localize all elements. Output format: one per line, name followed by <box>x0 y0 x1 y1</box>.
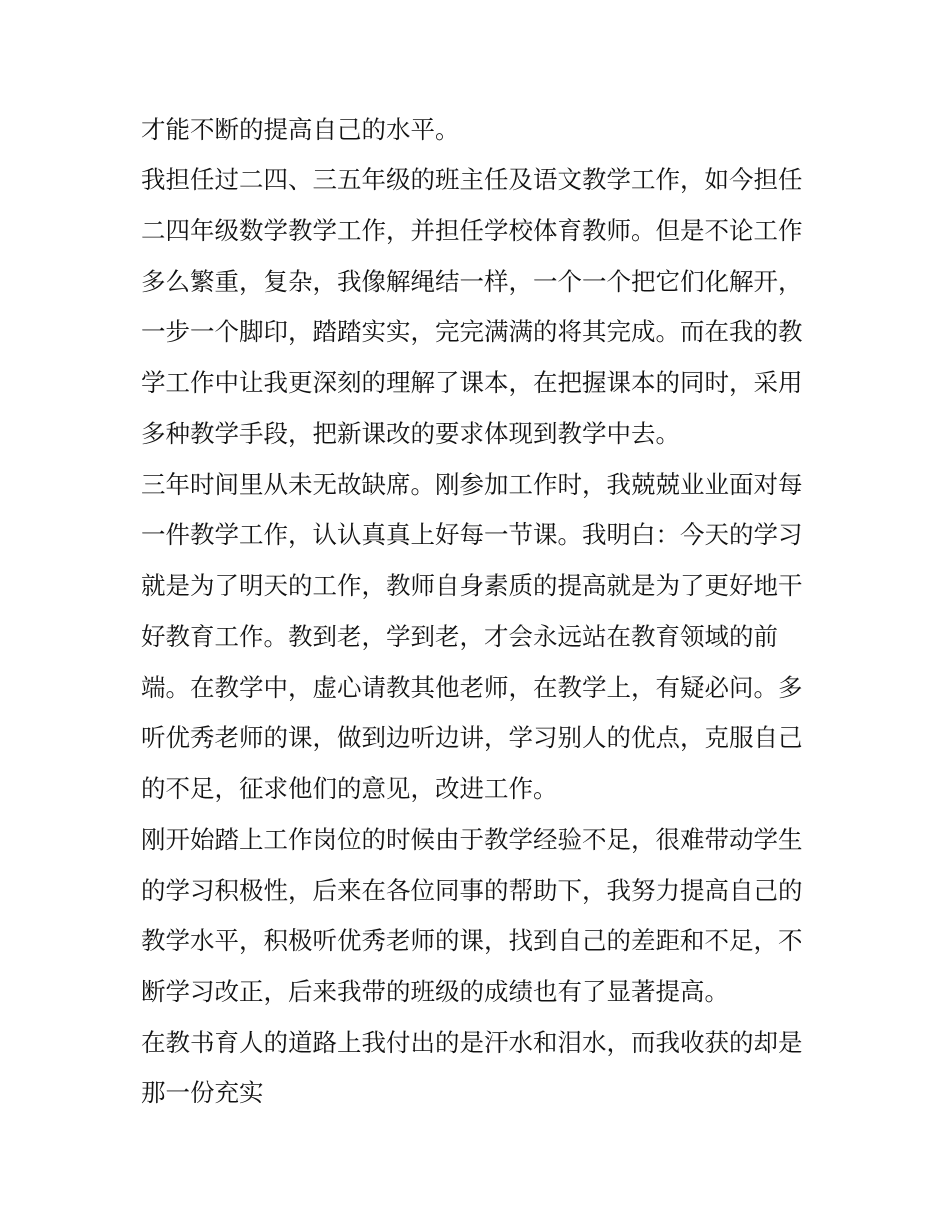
text-line: 的不足，征求他们的意见，改进工作。 <box>141 774 558 803</box>
text-line: 断学习改正，后来我带的班级的成绩也有了显著提高。 <box>141 977 729 1006</box>
text-line: 听优秀老师的课，做到边听边讲，学习别人的优点，克服自己 <box>141 723 803 752</box>
text-line: 端。在教学中，虚心请教其他老师，在教学上，有疑必问。多 <box>141 673 803 702</box>
text-line: 在教书育人的道路上我付出的是汗水和泪水，而我收获的却是 <box>141 1028 803 1057</box>
text-line: 一步一个脚印，踏踏实实，完完满满的将其完成。而在我的教 <box>141 317 803 346</box>
text-line: 学工作中让我更深刻的理解了课本，在把握课本的同时，采用 <box>141 368 803 397</box>
text-line: 多么繁重，复杂，我像解绳结一样，一个一个把它们化解开， <box>141 267 803 296</box>
text-line: 二四年级数学教学工作，并担任学校体育教师。但是不论工作 <box>141 216 803 245</box>
text-line: 好教育工作。教到老，学到老，才会永远站在教育领域的前 <box>141 622 778 651</box>
text-line: 三年时间里从未无故缺席。刚参加工作时，我兢兢业业面对每 <box>141 470 803 499</box>
text-line: 教学水平，积极听优秀老师的课，找到自己的差距和不足，不 <box>141 926 803 955</box>
text-line: 我担任过二四、三五年级的班主任及语文教学工作，如今担任 <box>141 165 803 194</box>
text-line: 才能不断的提高自己的水平。 <box>141 115 460 144</box>
text-line: 就是为了明天的工作，教师自身素质的提高就是为了更好地干 <box>141 571 803 600</box>
text-line: 那一份充实 <box>141 1078 264 1107</box>
text-line: 多种教学手段，把新课改的要求体现到教学中去。 <box>141 419 680 448</box>
text-line: 一件教学工作，认认真真上好每一节课。我明白：今天的学习 <box>141 520 803 549</box>
text-line: 的学习积极性，后来在各位同事的帮助下，我努力提高自己的 <box>141 876 803 905</box>
text-line: 刚开始踏上工作岗位的时候由于教学经验不足，很难带动学生 <box>141 825 803 854</box>
